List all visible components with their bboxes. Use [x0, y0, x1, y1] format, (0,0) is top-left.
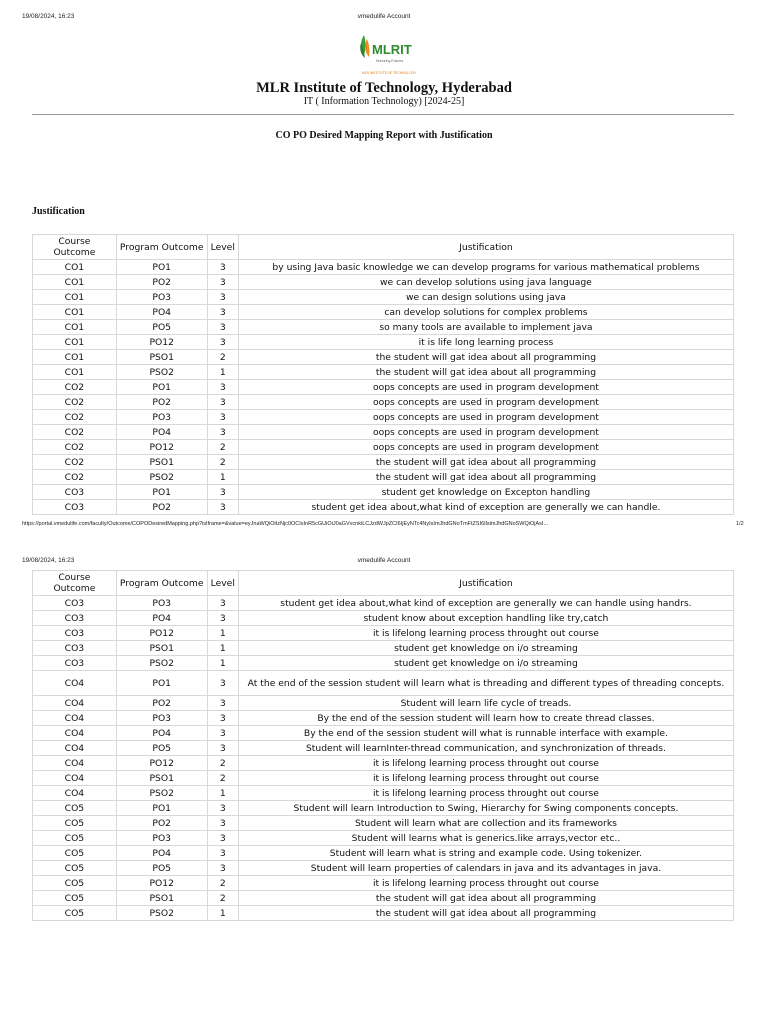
justification-cell: the student will gat idea about all programming: [238, 350, 733, 365]
level-cell: 3: [207, 260, 238, 275]
course-outcome-cell: CO1: [33, 260, 117, 275]
justification-cell: student know about exception handling like try,catch: [238, 611, 733, 626]
print-footer-url: https://portal.vmedulife.com/faculty/Outcome/COPODesiredMapping.php?isIframe=&value=eyJnaWQiOiIzNjc0OCIsInR5cGUiOiJ0aGVvcnkiLCJzdWJpZCI6IjEyNTc4NyIsImJhdGNoTmFtZSI6IlsimJhdGNoSWQiOjAsI...: [22, 521, 549, 527]
table-row: [33, 756, 734, 771]
justification-cell: the student will gat idea about all programming: [238, 906, 733, 921]
svg-text:Nurturing Futures: Nurturing Futures: [376, 59, 404, 63]
program-outcome-cell: PO5: [116, 741, 207, 756]
level-cell: 3: [207, 861, 238, 876]
table-row: [33, 771, 734, 786]
table-row: [33, 906, 734, 921]
course-outcome-cell: CO1: [33, 290, 117, 305]
justification-cell: Student will learn life cycle of treads.: [238, 696, 733, 711]
table-row: [33, 335, 734, 350]
course-outcome-cell: CO5: [33, 861, 117, 876]
justification-table-page2: [32, 570, 734, 921]
program-outcome-cell: PO2: [116, 500, 207, 515]
level-cell: 3: [207, 611, 238, 626]
justification-cell: can develop solutions for complex problems: [238, 305, 733, 320]
justification-cell: By the end of the session student will what is runnable interface with example.: [238, 726, 733, 741]
level-cell: 3: [207, 801, 238, 816]
level-cell: 2: [207, 876, 238, 891]
program-outcome-cell: PO5: [116, 320, 207, 335]
level-cell: 3: [207, 711, 238, 726]
course-outcome-cell: CO2: [33, 470, 117, 485]
justification-cell: the student will gat idea about all programming: [238, 455, 733, 470]
justification-cell: it is lifelong learning process throught out course: [238, 756, 733, 771]
table-row: [33, 641, 734, 656]
table-row: [33, 410, 734, 425]
justification-cell: it is lifelong learning process throught out course: [238, 626, 733, 641]
level-cell: 3: [207, 831, 238, 846]
program-outcome-cell: PO4: [116, 726, 207, 741]
level-cell: 2: [207, 440, 238, 455]
justification-cell: the student will gat idea about all programming: [238, 891, 733, 906]
level-cell: 1: [207, 656, 238, 671]
justification-cell: it is lifelong learning process throught out course: [238, 876, 733, 891]
justification-cell: we can develop solutions using java language: [238, 275, 733, 290]
level-cell: 3: [207, 290, 238, 305]
justification-cell: oops concepts are used in program development: [238, 395, 733, 410]
print-title-page2: vmedulife Account: [357, 557, 411, 564]
divider: [32, 114, 734, 115]
course-outcome-cell: CO2: [33, 440, 117, 455]
table-row: [33, 741, 734, 756]
level-cell: 3: [207, 395, 238, 410]
program-outcome-cell: PO1: [116, 485, 207, 500]
table-row: [33, 711, 734, 726]
table-row: [33, 846, 734, 861]
level-cell: 3: [207, 275, 238, 290]
justification-cell: student get knowledge on i/o streaming: [238, 656, 733, 671]
table-row: [33, 305, 734, 320]
course-outcome-cell: CO3: [33, 500, 117, 515]
program-outcome-cell: PSO2: [116, 786, 207, 801]
level-cell: 1: [207, 626, 238, 641]
level-cell: 3: [207, 425, 238, 440]
program-outcome-cell: PO3: [116, 290, 207, 305]
course-outcome-cell: CO2: [33, 380, 117, 395]
justification-cell: Student will learn properties of calendars in java and its advantages in java.: [238, 861, 733, 876]
table-row: [33, 350, 734, 365]
course-outcome-cell: CO5: [33, 891, 117, 906]
justification-cell: by using Java basic knowledge we can develop programs for various mathematical problems: [238, 260, 733, 275]
table-row: [33, 816, 734, 831]
section-title: Justification: [32, 206, 85, 217]
table-row: [33, 260, 734, 275]
course-outcome-cell: CO1: [33, 350, 117, 365]
justification-cell: student get idea about,what kind of exception are generally we can handle using handrs.: [238, 596, 733, 611]
table-row: [33, 365, 734, 380]
svg-text:MLRIT: MLRIT: [372, 42, 412, 57]
table-row: [33, 876, 734, 891]
level-cell: 3: [207, 380, 238, 395]
justification-cell: student get idea about,what kind of exception are generally we can handle.: [238, 500, 733, 515]
level-cell: 3: [207, 696, 238, 711]
course-outcome-cell: CO1: [33, 275, 117, 290]
level-cell: 1: [207, 641, 238, 656]
course-outcome-cell: CO2: [33, 455, 117, 470]
institute-name: MLR Institute of Technology, Hyderabad: [256, 80, 512, 96]
table-row: [33, 485, 734, 500]
table-row: [33, 671, 734, 696]
level-cell: 3: [207, 500, 238, 515]
level-cell: 3: [207, 741, 238, 756]
level-cell: 3: [207, 305, 238, 320]
program-outcome-cell: PO1: [116, 801, 207, 816]
level-cell: 3: [207, 320, 238, 335]
program-outcome-cell: PO3: [116, 596, 207, 611]
level-cell: 2: [207, 756, 238, 771]
program-outcome-cell: PO4: [116, 425, 207, 440]
program-outcome-cell: PO1: [116, 671, 207, 696]
justification-cell: so many tools are available to implement java: [238, 320, 733, 335]
level-cell: 1: [207, 906, 238, 921]
program-outcome-cell: PO12: [116, 876, 207, 891]
level-header: Level: [207, 571, 238, 596]
justification-cell: Student will learnInter-thread communication, and synchronization of threads.: [238, 741, 733, 756]
table-row: [33, 395, 734, 410]
table-row: [33, 861, 734, 876]
program-outcome-cell: PO4: [116, 611, 207, 626]
report-title: CO PO Desired Mapping Report with Justification: [275, 130, 493, 141]
program-outcome-cell: PO12: [116, 440, 207, 455]
level-cell: 3: [207, 596, 238, 611]
justification-cell: student get knowledge on Excepton handling: [238, 485, 733, 500]
course-outcome-cell: CO4: [33, 696, 117, 711]
program-outcome-cell: PO12: [116, 626, 207, 641]
program-outcome-cell: PSO1: [116, 771, 207, 786]
table-row: [33, 425, 734, 440]
table-row: [33, 656, 734, 671]
program-outcome-cell: PO4: [116, 846, 207, 861]
table-row: [33, 801, 734, 816]
level-cell: 2: [207, 350, 238, 365]
course-outcome-cell: CO3: [33, 626, 117, 641]
justification-cell: it is life long learning process: [238, 335, 733, 350]
level-cell: 3: [207, 846, 238, 861]
program-outcome-cell: PO2: [116, 275, 207, 290]
program-outcome-cell: PO2: [116, 816, 207, 831]
program-outcome-cell: PO3: [116, 831, 207, 846]
program-outcome-cell: PSO2: [116, 365, 207, 380]
program-outcome-cell: PO4: [116, 305, 207, 320]
table-row: [33, 440, 734, 455]
level-cell: 3: [207, 335, 238, 350]
table-row: [33, 786, 734, 801]
program-outcome-cell: PO2: [116, 395, 207, 410]
department: IT ( Information Technology) [2024-25]: [303, 96, 465, 107]
course-outcome-cell: CO3: [33, 611, 117, 626]
print-page-number: 1/2: [736, 521, 744, 527]
program-outcome-cell: PSO2: [116, 470, 207, 485]
program-outcome-cell: PO5: [116, 861, 207, 876]
course-outcome-cell: CO5: [33, 816, 117, 831]
table-row: [33, 726, 734, 741]
justification-cell: we can design solutions using java: [238, 290, 733, 305]
program-outcome-cell: PO12: [116, 756, 207, 771]
table-row: [33, 696, 734, 711]
course-outcome-cell: CO3: [33, 485, 117, 500]
level-cell: 3: [207, 485, 238, 500]
justification-cell: oops concepts are used in program development: [238, 380, 733, 395]
program-outcome-cell: PO12: [116, 335, 207, 350]
justification-header: Justification: [238, 235, 733, 260]
course-outcome-cell: CO3: [33, 596, 117, 611]
program-outcome-cell: PO1: [116, 380, 207, 395]
level-cell: 3: [207, 816, 238, 831]
course-outcome-cell: CO5: [33, 801, 117, 816]
table-row: [33, 500, 734, 515]
program-outcome-cell: PO2: [116, 696, 207, 711]
print-datetime-page2: 19/08/2024, 16:23: [22, 557, 75, 564]
course-outcome-cell: CO3: [33, 641, 117, 656]
justification-cell: the student will gat idea about all programming: [238, 365, 733, 380]
course-outcome-cell: CO1: [33, 320, 117, 335]
course-outcome-header: Course Outcome: [33, 235, 117, 260]
justification-cell: Student will learns what is generics.like arrays,vector etc..: [238, 831, 733, 846]
program-outcome-cell: PSO1: [116, 891, 207, 906]
course-outcome-cell: CO5: [33, 906, 117, 921]
table-row: [33, 626, 734, 641]
course-outcome-cell: CO1: [33, 365, 117, 380]
table-row: [33, 380, 734, 395]
level-cell: 1: [207, 365, 238, 380]
table-row: [33, 455, 734, 470]
svg-text:MLR INSTITUTE OF TECHNOLOGY: MLR INSTITUTE OF TECHNOLOGY: [362, 71, 417, 75]
program-outcome-cell: PSO2: [116, 656, 207, 671]
justification-cell: student get knowledge on i/o streaming: [238, 641, 733, 656]
table-row: [33, 470, 734, 485]
program-outcome-cell: PO3: [116, 410, 207, 425]
program-outcome-cell: PSO2: [116, 906, 207, 921]
justification-cell: Student will learn what are collection and its frameworks: [238, 816, 733, 831]
level-cell: 2: [207, 891, 238, 906]
print-title: vmedulife Account: [357, 13, 411, 20]
table-row: [33, 275, 734, 290]
level-cell: 1: [207, 786, 238, 801]
program-outcome-header: Program Outcome: [116, 235, 207, 260]
table-row: [33, 611, 734, 626]
program-outcome-cell: PSO1: [116, 455, 207, 470]
course-outcome-cell: CO4: [33, 756, 117, 771]
course-outcome-cell: CO5: [33, 876, 117, 891]
table-row: [33, 831, 734, 846]
level-cell: 2: [207, 455, 238, 470]
level-header: Level: [207, 235, 238, 260]
justification-cell: oops concepts are used in program development: [238, 410, 733, 425]
level-cell: 2: [207, 771, 238, 786]
course-outcome-cell: CO2: [33, 395, 117, 410]
course-outcome-cell: CO4: [33, 771, 117, 786]
justification-table-page1: [32, 234, 734, 515]
table-header-row: [33, 235, 734, 260]
level-cell: 3: [207, 726, 238, 741]
program-outcome-cell: PO1: [116, 260, 207, 275]
justification-cell: oops concepts are used in program development: [238, 425, 733, 440]
course-outcome-cell: CO5: [33, 846, 117, 861]
table-row: [33, 290, 734, 305]
course-outcome-cell: CO4: [33, 711, 117, 726]
level-cell: 1: [207, 470, 238, 485]
program-outcome-cell: PSO1: [116, 641, 207, 656]
print-datetime: 19/08/2024, 16:23: [22, 13, 75, 20]
course-outcome-cell: CO5: [33, 831, 117, 846]
course-outcome-cell: CO4: [33, 726, 117, 741]
program-outcome-cell: PO3: [116, 711, 207, 726]
level-cell: 3: [207, 410, 238, 425]
institute-logo: [358, 33, 417, 77]
table-row: [33, 891, 734, 906]
table-row: [33, 320, 734, 335]
justification-cell: Student will learn Introduction to Swing, Hierarchy for Swing components concepts.: [238, 801, 733, 816]
course-outcome-cell: CO4: [33, 786, 117, 801]
level-cell: 3: [207, 671, 238, 696]
justification-cell: it is lifelong learning process throught out course: [238, 771, 733, 786]
justification-cell: the student will gat idea about all programming: [238, 470, 733, 485]
course-outcome-cell: CO1: [33, 305, 117, 320]
program-outcome-cell: PSO1: [116, 350, 207, 365]
course-outcome-cell: CO4: [33, 741, 117, 756]
justification-cell: it is lifelong learning process throught out course: [238, 786, 733, 801]
course-outcome-cell: CO3: [33, 656, 117, 671]
justification-cell: Student will learn what is string and example code. Using tokenizer.: [238, 846, 733, 861]
justification-cell: oops concepts are used in program development: [238, 440, 733, 455]
justification-cell: At the end of the session student will learn what is threading and different types of threading concepts.: [238, 671, 733, 696]
program-outcome-header: Program Outcome: [116, 571, 207, 596]
course-outcome-cell: CO2: [33, 410, 117, 425]
table-row: [33, 596, 734, 611]
course-outcome-cell: CO1: [33, 335, 117, 350]
justification-header: Justification: [238, 571, 733, 596]
course-outcome-cell: CO2: [33, 425, 117, 440]
course-outcome-header: Course Outcome: [33, 571, 117, 596]
table-header-row: [33, 571, 734, 596]
course-outcome-cell: CO4: [33, 671, 117, 696]
justification-cell: By the end of the session student will learn how to create thread classes.: [238, 711, 733, 726]
